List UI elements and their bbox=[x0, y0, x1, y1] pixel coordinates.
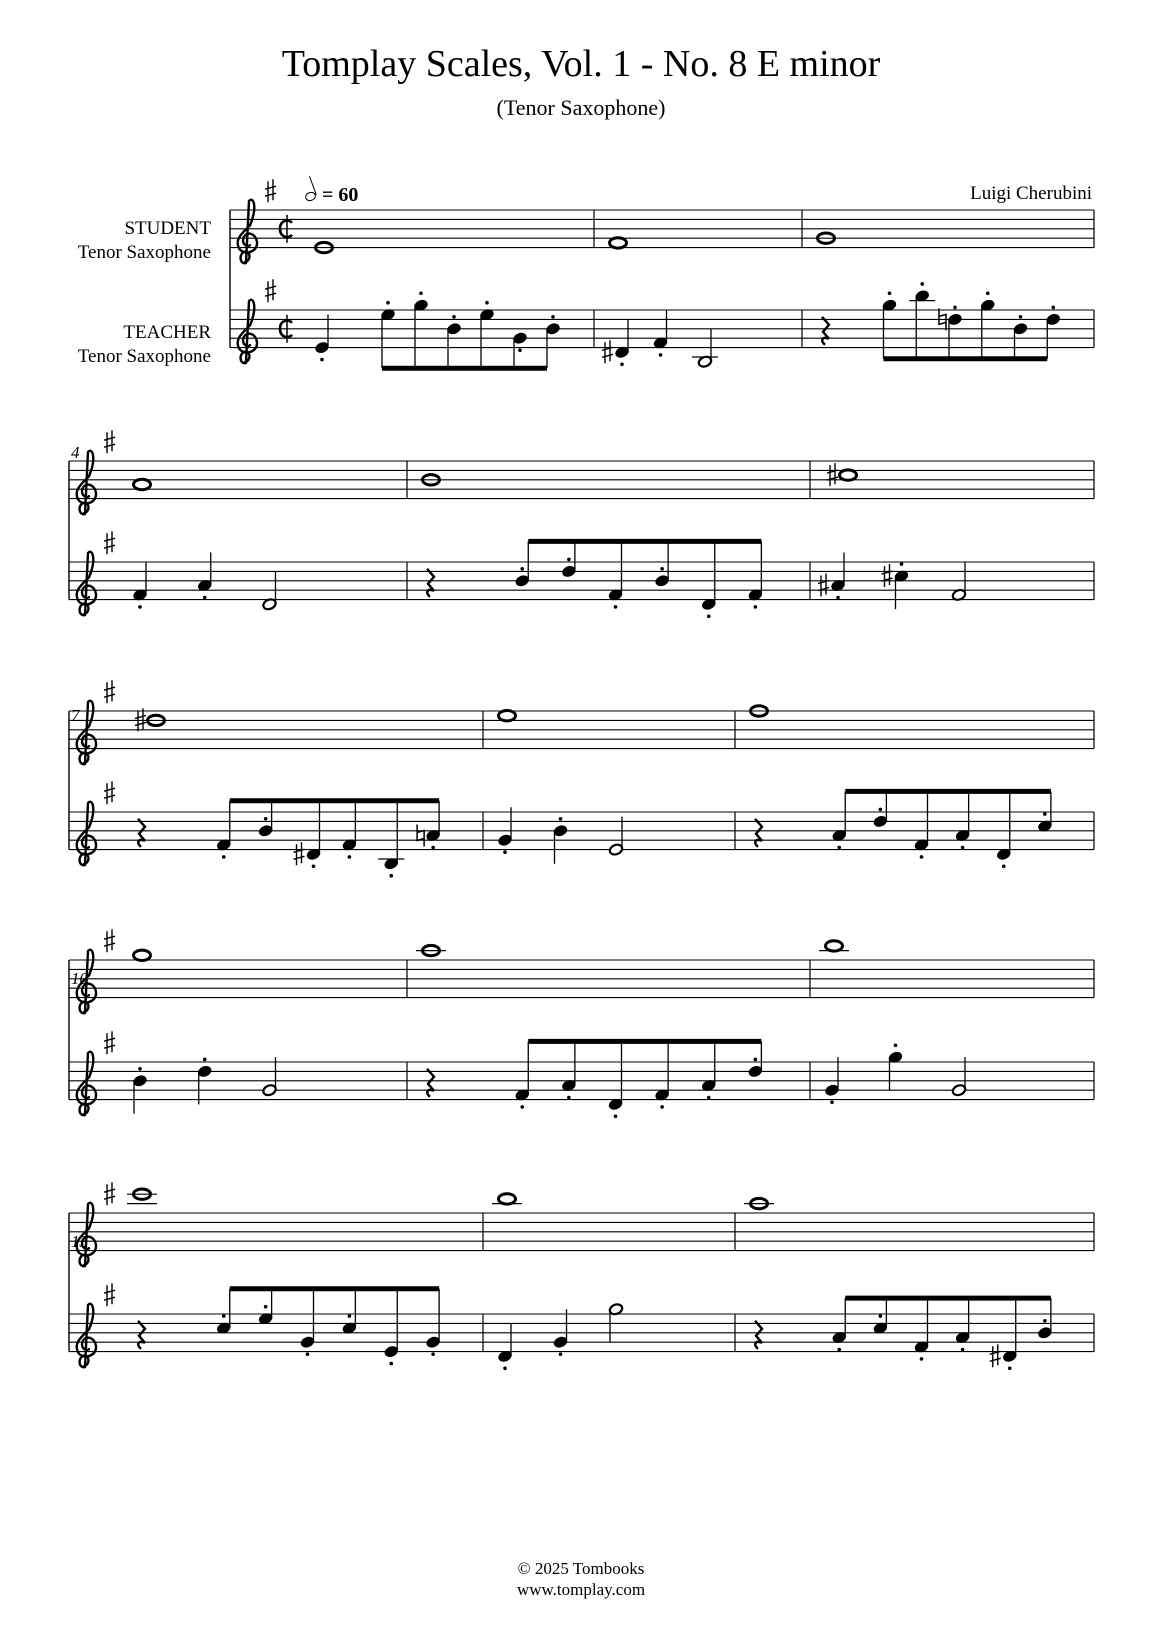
staccato-dot bbox=[320, 358, 324, 362]
student-part-name: STUDENT bbox=[124, 218, 211, 239]
staccato-dot bbox=[879, 808, 883, 812]
staccato-dot bbox=[707, 615, 711, 619]
measure-number: 7 bbox=[71, 706, 80, 725]
sharp-icon bbox=[104, 1031, 115, 1054]
quarter-rest-icon bbox=[755, 819, 762, 847]
staccato-dot bbox=[1008, 1367, 1012, 1371]
staccato-dot bbox=[551, 315, 555, 319]
staccato-dot bbox=[431, 1352, 435, 1356]
staccato-dot bbox=[953, 306, 957, 310]
staccato-dot bbox=[920, 1357, 924, 1361]
staff-system bbox=[69, 430, 1094, 618]
staccato-dot bbox=[1019, 315, 1023, 319]
staccato-dot bbox=[138, 1067, 142, 1071]
page-title: Tomplay Scales, Vol. 1 - No. 8 E minor bbox=[281, 43, 881, 85]
page-subtitle: (Tenor Saxophone) bbox=[496, 95, 666, 120]
treble-clef-icon bbox=[77, 802, 96, 866]
whole-note bbox=[499, 711, 516, 721]
staccato-dot bbox=[559, 817, 563, 821]
staccato-dot bbox=[837, 846, 841, 850]
sharp-icon bbox=[104, 430, 115, 453]
page-footer bbox=[0, 1558, 1162, 1600]
treble-clef-icon bbox=[238, 300, 257, 364]
treble-clef-icon bbox=[77, 451, 96, 515]
student-part-instrument: Tenor Saxophone bbox=[77, 242, 211, 263]
staccato-dot bbox=[659, 353, 663, 357]
website-link: www.tomplay.com bbox=[516, 1580, 646, 1599]
staccato-dot bbox=[754, 1058, 758, 1062]
staff-system bbox=[69, 929, 1094, 1118]
sharp-icon bbox=[104, 531, 115, 554]
measure-number: 4 bbox=[71, 443, 80, 462]
whole-note bbox=[499, 1194, 516, 1204]
staccato-dot bbox=[389, 874, 393, 878]
staccato-dot bbox=[879, 1314, 883, 1318]
staccato-dot bbox=[138, 605, 142, 609]
staccato-dot bbox=[312, 865, 316, 869]
staccato-dot bbox=[503, 1367, 507, 1371]
staccato-dot bbox=[614, 605, 618, 609]
staff-system bbox=[69, 680, 1094, 877]
staccato-dot bbox=[452, 315, 456, 319]
staccato-dot bbox=[837, 1348, 841, 1352]
treble-clef-icon bbox=[77, 1052, 96, 1116]
staccato-dot bbox=[567, 1096, 571, 1100]
staccato-dot bbox=[419, 292, 423, 296]
staccato-dot bbox=[348, 855, 352, 859]
staccato-dot bbox=[888, 292, 892, 296]
staccato-dot bbox=[900, 562, 904, 566]
staccato-dot bbox=[961, 846, 965, 850]
sharp-icon bbox=[104, 1283, 115, 1306]
staccato-dot bbox=[306, 1352, 310, 1356]
sharp-icon bbox=[990, 1344, 1001, 1367]
staccato-dot bbox=[203, 1058, 207, 1062]
staccato-dot bbox=[1051, 306, 1055, 310]
staccato-dot bbox=[920, 855, 924, 859]
staccato-dot bbox=[386, 301, 390, 305]
staccato-dot bbox=[620, 363, 624, 367]
staccato-dot bbox=[264, 817, 268, 821]
quarter-rest-icon bbox=[755, 1321, 762, 1349]
sharp-icon bbox=[104, 680, 115, 703]
sharp-icon bbox=[294, 842, 305, 865]
staccato-dot bbox=[520, 1105, 524, 1109]
quarter-rest-icon bbox=[138, 819, 145, 847]
staccato-dot bbox=[707, 1096, 711, 1100]
quarter-rest-icon bbox=[427, 569, 434, 597]
sharp-icon bbox=[104, 781, 115, 804]
staccato-dot bbox=[222, 855, 226, 859]
teacher-part-instrument: Tenor Saxophone bbox=[77, 346, 211, 367]
whole-note bbox=[134, 950, 151, 960]
staccato-dot bbox=[614, 1115, 618, 1119]
whole-note bbox=[840, 470, 857, 480]
whole-note bbox=[134, 479, 151, 489]
staccato-dot bbox=[389, 1362, 393, 1366]
whole-note bbox=[826, 941, 843, 951]
staccato-dot bbox=[264, 1305, 268, 1309]
staccato-dot bbox=[1002, 865, 1006, 869]
sharp-icon bbox=[104, 1182, 115, 1205]
staccato-dot bbox=[836, 596, 840, 600]
staccato-dot bbox=[503, 850, 507, 854]
staccato-dot bbox=[986, 292, 990, 296]
staccato-dot bbox=[920, 282, 924, 286]
staccato-dot bbox=[431, 846, 435, 850]
sharp-icon bbox=[265, 279, 276, 302]
teacher-part-name: TEACHER bbox=[123, 322, 211, 343]
measure-number: 10 bbox=[71, 969, 88, 988]
staccato-dot bbox=[961, 1348, 965, 1352]
staccato-dot bbox=[894, 1044, 898, 1048]
sharp-icon bbox=[104, 929, 115, 952]
staccato-dot bbox=[660, 1105, 664, 1109]
sharp-icon bbox=[265, 179, 276, 202]
tempo-value: = 60 bbox=[322, 184, 359, 206]
treble-clef-icon bbox=[238, 200, 257, 264]
sharp-icon bbox=[818, 574, 829, 597]
staccato-dot bbox=[754, 605, 758, 609]
quarter-rest-icon bbox=[822, 317, 829, 345]
treble-clef-icon bbox=[77, 1304, 96, 1368]
staccato-dot bbox=[1043, 1319, 1047, 1323]
staccato-dot bbox=[567, 558, 571, 562]
treble-clef-icon bbox=[77, 701, 96, 765]
sharp-icon bbox=[882, 564, 893, 587]
treble-clef-icon bbox=[77, 950, 96, 1014]
staccato-dot bbox=[660, 567, 664, 571]
quarter-rest-icon bbox=[138, 1321, 145, 1349]
treble-clef-icon bbox=[77, 1203, 96, 1267]
staccato-dot bbox=[222, 1314, 226, 1318]
staccato-dot bbox=[559, 1352, 563, 1356]
treble-clef-icon bbox=[77, 552, 96, 616]
staccato-dot bbox=[348, 1314, 352, 1318]
composer-name: Luigi Cherubini bbox=[970, 183, 1092, 204]
natural-icon bbox=[417, 825, 424, 847]
sharp-icon bbox=[602, 340, 613, 363]
staccato-dot bbox=[1043, 812, 1047, 816]
staccato-dot bbox=[203, 596, 207, 600]
staccato-dot bbox=[518, 348, 522, 352]
staccato-dot bbox=[830, 1100, 834, 1104]
staff-system bbox=[69, 1182, 1094, 1370]
staccato-dot bbox=[485, 301, 489, 305]
measure-number: 13 bbox=[71, 1232, 88, 1251]
whole-note bbox=[610, 238, 627, 248]
staff-system bbox=[230, 179, 1094, 368]
sharp-icon bbox=[827, 463, 838, 486]
copyright-text: © 2025 Tombooks bbox=[517, 1559, 645, 1578]
quarter-rest-icon bbox=[427, 1069, 434, 1097]
staccato-dot bbox=[520, 567, 524, 571]
